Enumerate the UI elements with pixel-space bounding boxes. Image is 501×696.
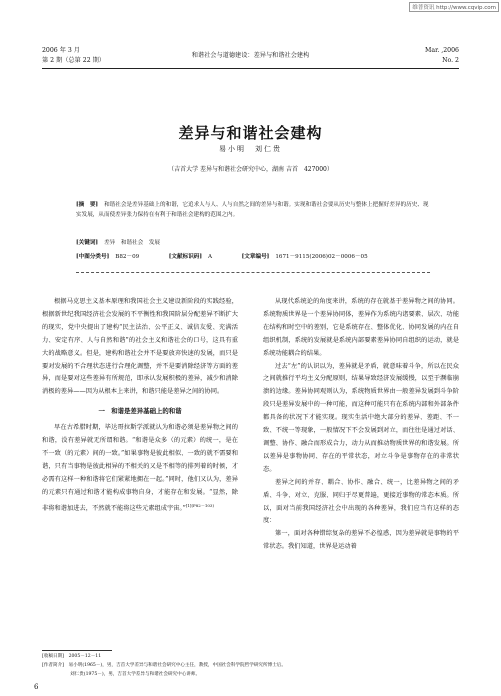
- citation-ref: [1](P82－103): [185, 502, 215, 508]
- paper-affiliation: （吉首大学 差异与和谐社会研究中心，湖南 吉首 427000）: [168, 166, 333, 173]
- clc-label: [中图分类号]: [76, 254, 110, 260]
- left-paragraph-2: [42, 422, 238, 515]
- footnote-label: [作者简介]: [42, 663, 64, 668]
- right-column: [263, 296, 459, 554]
- abstract: [76, 200, 430, 220]
- right-paragraph-2: 过去“左”的认识以为，差异就是矛盾，就意味着斗争，所以在民众之间就推行平均主义分配原则，结果导致经济发展缓慢，以至于濒临崩溃的边缘。差异协同观则认为，系统物质世界由一般差异发展到斗争阶段只是差异发展中的一种可能，而这种可能只有在系统内部和外部条件都具备的状况下才能实现。现实生活中绝大部分的差异、差距、不一致、不统一等现象，一般情况下不会发展到对立，而往往是通过对话、调整、协作、融合而形成合力，动力从而推动物质世界的和谐发展。所以差异是事物协同、存在的平常状态，对立斗争是事物存在的非常状态。: [263, 362, 459, 473]
- footnote-author-1: [42, 661, 342, 670]
- keywords-line: [76, 238, 430, 248]
- keywords-label: [关键词]: [76, 240, 99, 246]
- abstract-text: 和谐社会是差异基础上的和谐，它追求人与人、人与自然之间的差异与和谐。实现和谐社会要从历史与整体上把握好差异的历史、现实发展，从而使差异张力保持在有利于和谐社会建构的范围之内。: [76, 202, 429, 218]
- article-label: [文章编号]: [241, 254, 270, 260]
- footnote-label: [收稿日期]: [42, 654, 64, 659]
- doc-value: A: [208, 254, 213, 260]
- abstract-label: [摘 要]: [76, 202, 99, 208]
- header-rule: [42, 68, 459, 69]
- left-paragraph-1: 根据马克思主义基本原理和我国社会主义建设新阶段的实践经验，根据新世纪我国经济社会发展的不平衡性和我国阶层分配差异不断扩大的现实，党中央提出了建构“民主法治、公平正义、诚信友爱、充满活力、安定有序、人与自然和谐”的社会主义和谐社会的口号，这具有重大的战略意义。但是，建构和谐社会并不是要放弃快速的发展，而只是要对发展的不合理状态进行合理化调整，并不是要消除经济等方面的差异，而是要对这些差异有所规范，即承认发展积极的差异，减少和消除消极的差异——因为从根本上来讲，和谐只能是差异之间的协同。: [42, 298, 238, 396]
- footnote-text: 刘仁贵(1975－)，男，吉首大学差异与和谐社会研究中心讲师。: [70, 672, 201, 677]
- clc-value: B82－09: [115, 254, 140, 260]
- doc-label: [文献标识码]: [168, 254, 203, 260]
- article-value: 1671－9115(2006)02－0006－05: [275, 254, 368, 260]
- header-date-cn: 2006 年 3 月: [42, 47, 80, 54]
- right-paragraph-4: 第一，面对各种错综复杂的差异不必惶惑，因为差异就是事物的平常状态。我们知道，世界是运动着: [263, 530, 459, 551]
- footnote-rule: [42, 650, 112, 651]
- left-column: [42, 296, 238, 516]
- section-heading: 一 和谐是差异基础上的和谐: [98, 407, 182, 416]
- footnote-author-2: [42, 670, 342, 679]
- paper-authors: 易小明 刘仁贵: [219, 145, 282, 153]
- footnote-text: 2005－12－11: [68, 654, 102, 659]
- footnote-text: 易小明(1965－)，男，吉首大学差异与和谐社会研究中心主任，教授，中国社会科学院哲学研究所博士后。: [68, 663, 286, 668]
- header-issue-en: No. 2: [442, 57, 459, 64]
- header-date-en: Mar. ,2006: [425, 47, 459, 54]
- classification-line: [76, 252, 430, 262]
- watermark: 维普资讯 http://www.cqvip.com: [409, 2, 499, 12]
- footnote-received: [42, 652, 342, 661]
- left-paragraph-2-text: 早在古希腊时期，毕达哥拉斯学派就认为和谐必须是差异物之间的和谐，没有差异就无所谓和谐。“和谐是众多（的元素）的统一，是在不一致（的元素）间的一致。”如果事物是彼此相似、一致的就不需要和谐，只有当事物是彼此相异的不相关的又是不相等的排列着的时候，才必需有这样一种和谐将它们紧紧地拥在一起。”同时，他们又认为，差异的元素只有通过和谐才能构成事物自身，才能存在和发展。“显然，除非将和谐加进去，不然就不能将这些元素组成宇宙。”: [42, 424, 238, 512]
- paper-title: 差异与和谐社会建构: [178, 124, 323, 142]
- page-number: 6: [34, 683, 39, 691]
- footnotes: [42, 652, 342, 679]
- abstract-rule: [76, 272, 430, 273]
- right-paragraph-3: 差异之间的并存、耦合、协作、融合、统一，比差异物之间的矛盾、斗争、对立、克服、同归于尽更普遍，更接近事物的常态本质。所以，面对当前我国经济社会中出现的各种差异，我们应当有这样的态度：: [263, 478, 459, 525]
- header-issue-cn: 第 2 期（总第 22 期）: [42, 57, 105, 64]
- keywords-text: 差异 和谐社会 发展: [104, 240, 161, 246]
- header-journal: 和谐社会与道德建设：差异与和谐社会建构: [191, 52, 310, 59]
- right-paragraph-1: 从现代系统论的角度来讲，系统的存在就基于差异物之间的协同。系统物质世界是一个差异协同体，差异作为系统内诸要素、层次、功能在结构和时空中的差别，它是系统存在、整体优化、协同发展的内在自组织机制，系统的发展就是系统内部要素差异协同自组织的运动，就是系统功能耦合的结果。: [263, 298, 459, 357]
